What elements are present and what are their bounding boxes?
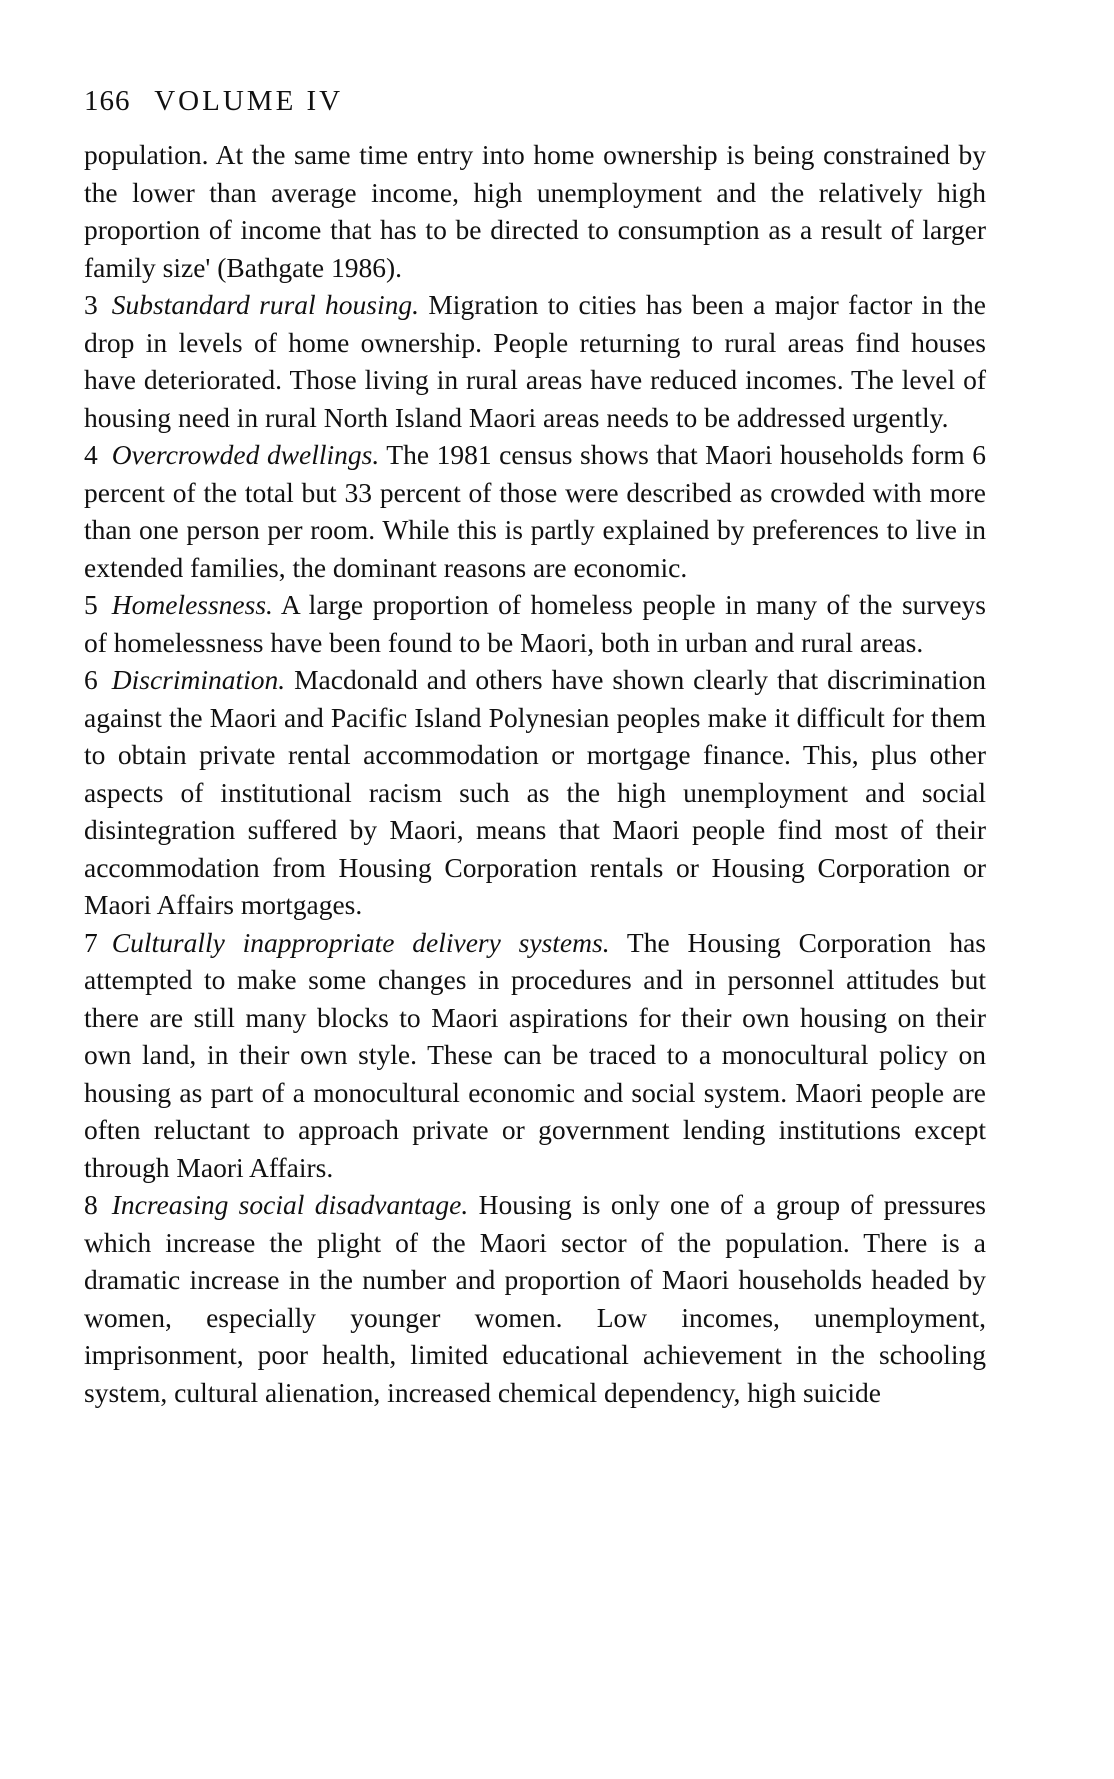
item-number: 5: [84, 589, 98, 620]
intro-paragraph: population. At the same time entry into home ownership is being constrained by the lower than average income, high unemployment and the relatively high proportion of income that has to be directed to consumption as a result of larger family size' (Bathgate 1986).: [84, 139, 986, 283]
list-item-6: [84, 661, 986, 924]
list-item-7: [84, 924, 986, 1187]
item-title: Substandard rural housing.: [111, 289, 419, 320]
item-title: Overcrowded dwellings.: [111, 439, 380, 470]
item-number: 8: [84, 1189, 98, 1220]
page: [84, 84, 986, 1411]
list-item-8: [84, 1186, 986, 1411]
running-head: [84, 84, 986, 118]
item-text: A large proportion of homeless people in many of the surveys of homelessness have been found to be Maori, both in urban and rural areas.: [84, 589, 986, 658]
item-text: The Housing Corporation has attempted to make some changes in procedures and in personnel attitudes but there are still many blocks to Maori aspirations for their own housing on their own land, in their own style. These can be traced to a monocultural policy on housing as part of a monocultural economic and social system. Maori people are often reluctant to approach private or government lending institutions except through Maori Affairs.: [84, 926, 986, 1183]
item-title: Discrimination.: [111, 664, 286, 695]
item-number: 6: [84, 664, 98, 695]
item-number: 3: [84, 289, 98, 320]
item-text: Migration to cities has been a major factor in the drop in levels of home ownership. People returning to rural areas find houses have deteriorated. Those living in rural areas have reduced incomes. The level of housing need in rural North Island Maori areas needs to be addressed urgently.: [84, 289, 986, 433]
list-item-5: [84, 586, 986, 661]
list-item-4: [84, 436, 986, 586]
item-text: Macdonald and others have shown clearly that discrimination against the Maori and Pacific Island Polynesian peoples make it difficult for them to obtain private rental accommodation or mortgage finance. This, plus other aspects of institutional racism such as the high unemployment and social disintegration suffered by Maori, means that Maori people find most of their accommodation from Housing Corporation rentals or Housing Corporation or Maori Affairs mortgages.: [84, 664, 986, 920]
body-text: [84, 136, 986, 1411]
item-number: 4: [84, 439, 98, 470]
page-number: 166: [84, 85, 131, 117]
item-title: Homelessness.: [111, 589, 273, 620]
list-item-3: [84, 286, 986, 436]
item-text: The 1981 census shows that Maori households form 6 percent of the total but 33 percent of those were described as crowded with more than one person per room. While this is partly explained by preferences to live in extended families, the dominant reasons are economic.: [84, 439, 987, 583]
item-number: 7: [84, 926, 98, 958]
item-title: Increasing social disadvantage.: [111, 1189, 469, 1220]
running-title: VOLUME IV: [154, 85, 344, 117]
item-title: Culturally inappropriate delivery systems.: [111, 926, 610, 958]
item-text: Housing is only one of a group of pressures which increase the plight of the Maori sector of the population. There is a dramatic increase in the number and proportion of Maori households headed by women, especially younger women. Low incomes, unemployment, imprisonment, poor health, limited educational achievement in the schooling system, cultural alienation, increased chemical dependency, high suicide: [84, 1189, 986, 1408]
